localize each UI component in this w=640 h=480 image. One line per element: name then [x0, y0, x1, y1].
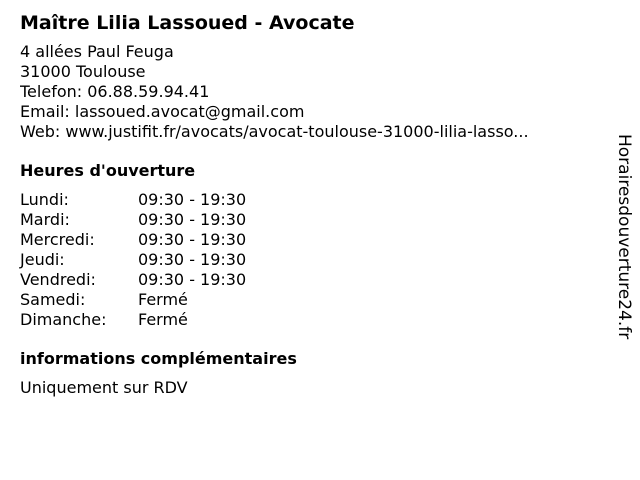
website-link: Web: www.justifit.fr/avocats/avocat-toulouse-31000-lilia-lasso...	[20, 122, 529, 141]
contact-block	[20, 42, 600, 142]
time-value: Fermé	[138, 310, 188, 329]
page-title: Maître Lilia Lassoued - Avocate	[20, 12, 355, 34]
time-value: 09:30 - 19:30	[138, 270, 247, 289]
time-value: 09:30 - 19:30	[138, 190, 247, 209]
time-value: 09:30 - 19:30	[138, 250, 247, 269]
time-value: 09:30 - 19:30	[138, 210, 247, 229]
opening-hours-list	[20, 190, 600, 330]
hours-row-sunday	[20, 310, 600, 330]
phone-number: Telefon: 06.88.59.94.41	[20, 82, 210, 101]
hours-row-friday	[20, 270, 600, 290]
city-address: 31000 Toulouse	[20, 62, 146, 81]
time-value: Fermé	[138, 290, 188, 309]
hours-row-wednesday	[20, 230, 600, 250]
additional-info-heading: informations complémentaires	[20, 349, 297, 368]
additional-info-text: Uniquement sur RDV	[20, 378, 188, 397]
time-value: 09:30 - 19:30	[138, 230, 247, 249]
business-card	[20, 10, 600, 398]
day-label: Vendredi:	[20, 270, 96, 289]
day-label: Jeudi:	[20, 250, 65, 269]
hours-row-saturday	[20, 290, 600, 310]
hours-row-thursday	[20, 250, 600, 270]
day-label: Mardi:	[20, 210, 70, 229]
opening-hours-heading: Heures d'ouverture	[20, 161, 196, 180]
day-label: Lundi:	[20, 190, 69, 209]
day-label: Mercredi:	[20, 230, 95, 249]
day-label: Dimanche:	[20, 310, 107, 329]
hours-row-monday	[20, 190, 600, 210]
brand-watermark: Horairesdouverture24.fr	[614, 134, 634, 340]
day-label: Samedi:	[20, 290, 86, 309]
hours-row-tuesday	[20, 210, 600, 230]
street-address: 4 allées Paul Feuga	[20, 42, 174, 61]
email-address: Email: lassoued.avocat@gmail.com	[20, 102, 305, 121]
